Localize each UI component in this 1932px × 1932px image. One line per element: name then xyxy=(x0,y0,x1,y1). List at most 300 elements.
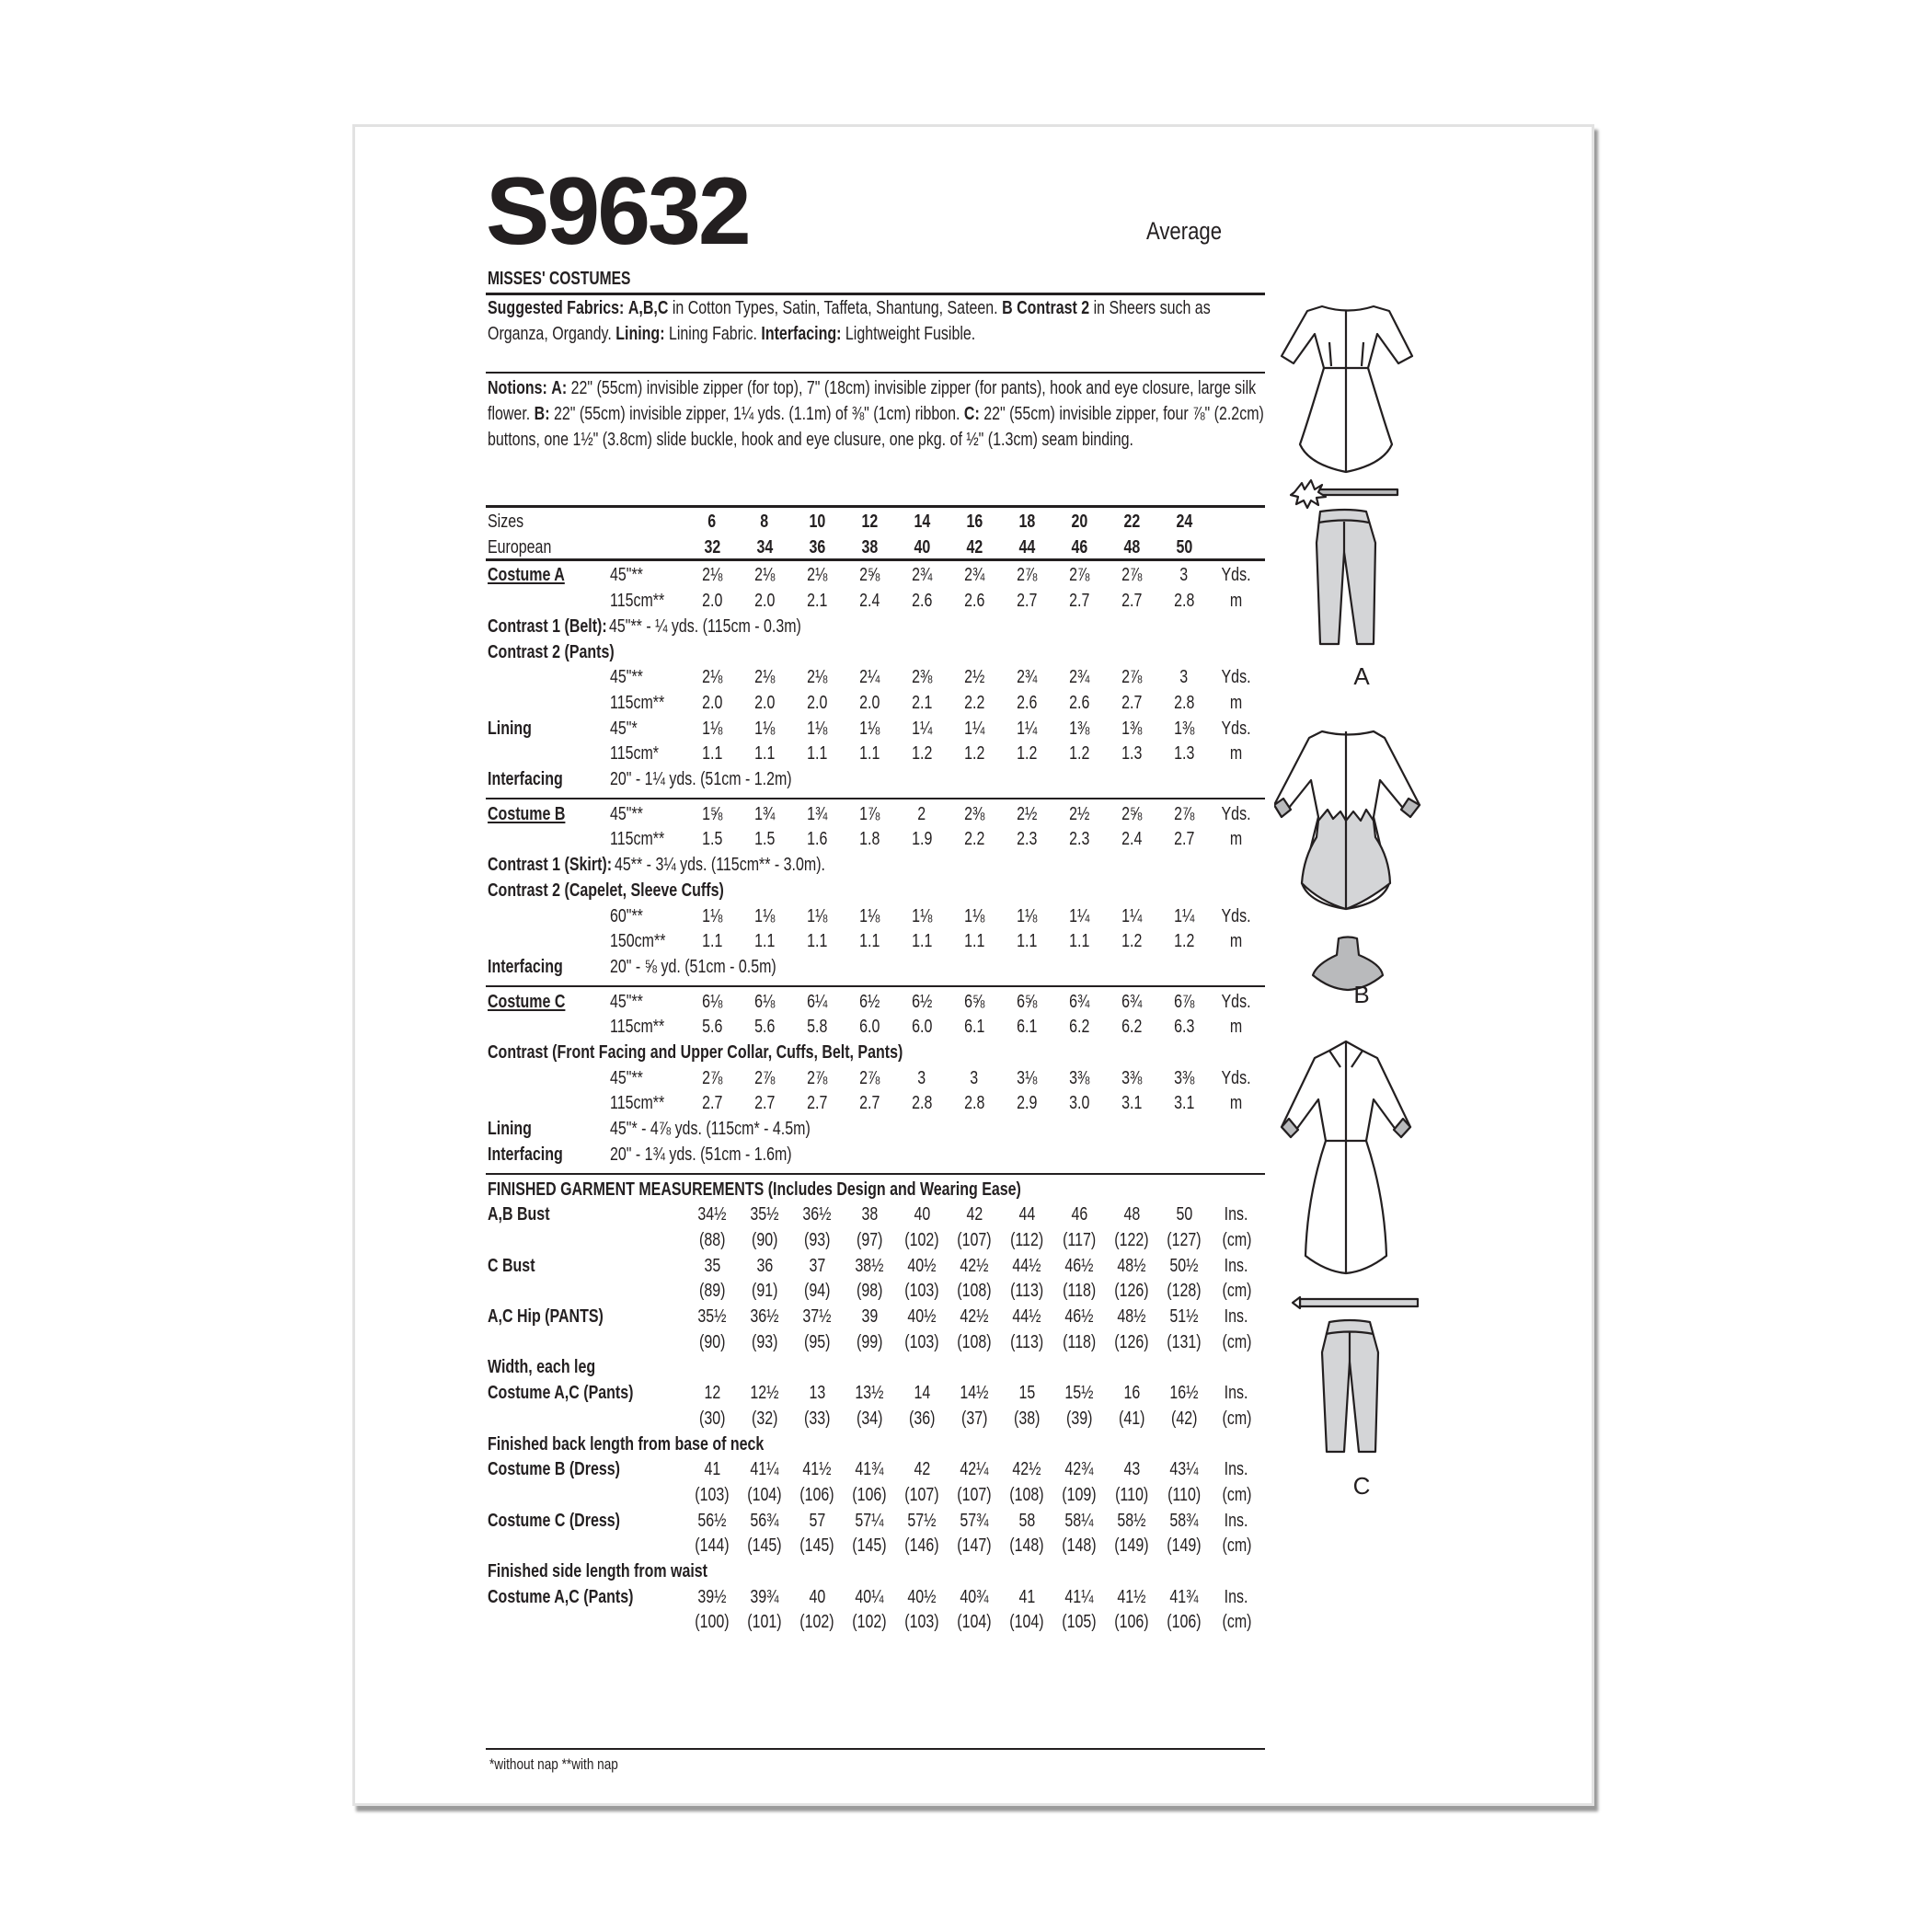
cell-value: 2⅞ xyxy=(1121,666,1143,687)
cell xyxy=(789,718,845,740)
cell xyxy=(1156,905,1212,927)
cell xyxy=(842,991,897,1013)
cell xyxy=(1052,1458,1107,1480)
cell-value: (126) xyxy=(1114,1280,1149,1301)
cell-value: 56½ xyxy=(697,1510,727,1531)
cell xyxy=(894,1484,949,1506)
cell xyxy=(947,1535,1002,1557)
cell xyxy=(842,905,897,927)
cell-value: 32 xyxy=(704,536,720,558)
cell xyxy=(999,930,1054,952)
unit xyxy=(1209,991,1264,1013)
row-inline-text: 20" - 1¾ yds. (51cm - 1.6m) xyxy=(610,1144,792,1165)
cell xyxy=(947,511,1002,533)
cell-value: 1⅛ xyxy=(1016,905,1038,926)
cell xyxy=(894,1016,949,1038)
cell xyxy=(789,1067,845,1089)
cell xyxy=(894,1586,949,1608)
cell-value: (94) xyxy=(803,1280,831,1301)
cell xyxy=(789,742,845,765)
cell-value: 1¾ xyxy=(806,803,828,824)
subheading xyxy=(486,1356,1268,1382)
cell-value: 2⅛ xyxy=(701,564,723,585)
fabric-width: 115cm** xyxy=(610,1092,665,1113)
cell xyxy=(737,1611,792,1633)
cell-value: 40¾ xyxy=(960,1586,989,1607)
cell-value: 6¾ xyxy=(1121,991,1143,1012)
unit xyxy=(1209,1203,1264,1225)
subheading xyxy=(486,1560,1268,1586)
cell-value: 1.1 xyxy=(1016,930,1038,951)
cell-value: (126) xyxy=(1114,1331,1149,1352)
cell xyxy=(737,718,792,740)
cell-value: 43 xyxy=(1123,1458,1140,1479)
cell xyxy=(1156,991,1212,1013)
table-row xyxy=(486,1067,1268,1093)
category-heading: MISSES' COSTUMES xyxy=(488,269,631,289)
unit-value: Yds. xyxy=(1221,803,1252,824)
cell-value: 2.7 xyxy=(1121,590,1143,611)
cell-value: 37½ xyxy=(802,1305,832,1327)
divider xyxy=(486,798,1265,799)
cell xyxy=(1104,1510,1159,1532)
cell-value: 6⅛ xyxy=(701,991,723,1012)
cell-value: (103) xyxy=(695,1484,730,1505)
cell-value: 18 xyxy=(1018,511,1035,532)
cell xyxy=(947,1305,1002,1328)
cell-value: 1⅜ xyxy=(1173,718,1195,739)
interfacing-row xyxy=(486,956,1268,982)
cell-value: 58¾ xyxy=(1169,1510,1199,1531)
cell-value: (148) xyxy=(1062,1535,1097,1556)
cell xyxy=(842,1611,897,1633)
cell-value: 1⅛ xyxy=(701,905,723,926)
cell xyxy=(789,536,845,558)
cell xyxy=(999,1067,1054,1089)
cell xyxy=(1052,718,1107,740)
cell xyxy=(842,1203,897,1225)
costume-c-pants-icon xyxy=(1322,1320,1378,1452)
cell xyxy=(737,564,792,586)
cell xyxy=(684,1408,740,1430)
row-label: Finished side length from waist xyxy=(488,1560,707,1581)
cell-value: (90) xyxy=(698,1331,726,1352)
cell-value: 2⅞ xyxy=(753,1067,776,1088)
cell xyxy=(894,1255,949,1277)
cell-value: 2⅝ xyxy=(1121,803,1143,824)
unit-value: Yds. xyxy=(1221,564,1252,585)
cell xyxy=(999,1280,1054,1302)
cell-value: 56¾ xyxy=(750,1510,779,1531)
cell xyxy=(1052,1510,1107,1532)
cell xyxy=(1156,1305,1212,1328)
cell xyxy=(1104,1611,1159,1633)
cell-value: (98) xyxy=(856,1280,883,1301)
cell xyxy=(789,666,845,688)
cell-value: 16 xyxy=(1123,1382,1140,1403)
cell xyxy=(894,1535,949,1557)
fabric-width: 45"* xyxy=(610,718,638,739)
cell-value: 3 xyxy=(1179,666,1189,687)
cell-value: (93) xyxy=(751,1331,778,1352)
cell xyxy=(894,1229,949,1251)
cell xyxy=(842,1331,897,1353)
pattern-number: S9632 xyxy=(486,158,749,265)
cell xyxy=(894,1092,949,1114)
cell xyxy=(737,1331,792,1353)
cell xyxy=(737,511,792,533)
cell xyxy=(1104,536,1159,558)
unit xyxy=(1209,1067,1264,1089)
cell-value: 42½ xyxy=(1012,1458,1041,1479)
lining-row xyxy=(486,718,1268,743)
fabric-width: 115cm** xyxy=(610,1016,665,1037)
cell-value: 1⅛ xyxy=(806,718,828,739)
cell-value: 50½ xyxy=(1169,1255,1199,1276)
cell-value: 1.8 xyxy=(858,828,880,849)
cell-value: 41¼ xyxy=(1064,1586,1094,1607)
cell xyxy=(789,1586,845,1608)
cell-value: 1¼ xyxy=(1121,905,1143,926)
cell-value: 1⅜ xyxy=(1121,718,1143,739)
cell xyxy=(842,536,897,558)
cell-value: 1.1 xyxy=(911,930,933,951)
cell xyxy=(894,1458,949,1480)
cell xyxy=(842,1067,897,1089)
notions xyxy=(488,375,1266,453)
cell xyxy=(1104,1535,1159,1557)
cell xyxy=(1104,590,1159,612)
cell xyxy=(684,1458,740,1480)
cell xyxy=(737,905,792,927)
cell xyxy=(1104,1586,1159,1608)
unit-value: Ins. xyxy=(1225,1510,1248,1531)
cell xyxy=(684,991,740,1013)
cell-value: 2½ xyxy=(1016,803,1038,824)
cell xyxy=(1156,1484,1212,1506)
cell xyxy=(1104,564,1159,586)
cell-value: (100) xyxy=(695,1611,730,1632)
unit-value: Yds. xyxy=(1221,991,1252,1012)
fabrics-b-contrast-label: B Contrast 2 xyxy=(1002,297,1090,318)
unit-value: m xyxy=(1230,1092,1243,1113)
cell-value: (93) xyxy=(803,1229,831,1250)
cell-value: 1⅛ xyxy=(858,718,880,739)
cell-value: 1¼ xyxy=(1173,905,1195,926)
cell xyxy=(1052,1280,1107,1302)
cell-value: 3⅜ xyxy=(1173,1067,1195,1088)
cell xyxy=(1156,590,1212,612)
unit-value: Ins. xyxy=(1225,1255,1248,1276)
cell xyxy=(684,1229,740,1251)
cell xyxy=(1052,1535,1107,1557)
measurement-row-cm xyxy=(486,1535,1268,1560)
cell xyxy=(1156,536,1212,558)
fabric-width: 45"** xyxy=(610,1067,643,1088)
cell xyxy=(1156,803,1212,825)
cell xyxy=(684,1092,740,1114)
cell-value: 38 xyxy=(861,536,878,558)
cell xyxy=(1052,1305,1107,1328)
cell xyxy=(684,1305,740,1328)
cell xyxy=(999,1305,1054,1328)
unit xyxy=(1209,1280,1264,1302)
cell-value: 1.3 xyxy=(1121,742,1143,764)
unit-value: Ins. xyxy=(1225,1382,1248,1403)
interfacing-row xyxy=(486,768,1268,794)
cell-value: 3⅜ xyxy=(1068,1067,1090,1088)
cell-value: (101) xyxy=(747,1611,782,1632)
cell xyxy=(789,1408,845,1430)
cell xyxy=(1104,828,1159,850)
measurement-row xyxy=(486,1586,1268,1612)
cell xyxy=(999,1229,1054,1251)
cell xyxy=(842,1586,897,1608)
measurement-row-cm xyxy=(486,1280,1268,1305)
cell xyxy=(894,1203,949,1225)
cell xyxy=(684,1586,740,1608)
cell xyxy=(947,1229,1002,1251)
cell-value: (104) xyxy=(747,1484,782,1505)
cell-value: 46½ xyxy=(1064,1255,1094,1276)
cell xyxy=(1156,1458,1212,1480)
cell xyxy=(789,1510,845,1532)
cell xyxy=(1052,1611,1107,1633)
table-row xyxy=(486,692,1268,718)
contrast-heading xyxy=(486,641,1268,667)
row-label: Width, each leg xyxy=(488,1356,596,1377)
fabrics-b-contrast-text: in Sheers such as Organza, Organdy. xyxy=(488,297,1211,344)
notions-label: Notions: xyxy=(488,377,547,398)
cell-value: 51½ xyxy=(1169,1305,1199,1327)
cell xyxy=(1104,1408,1159,1430)
cell xyxy=(894,1305,949,1328)
cell-value: 40 xyxy=(809,1586,825,1607)
unit xyxy=(1209,1535,1264,1557)
cell-value: 2.9 xyxy=(1016,1092,1038,1113)
cell-value: 58½ xyxy=(1117,1510,1146,1531)
cell xyxy=(1156,1586,1212,1608)
cell-value: (103) xyxy=(904,1611,939,1632)
unit-value: Ins. xyxy=(1225,1458,1248,1479)
cell-value: 1⅝ xyxy=(701,803,723,824)
cell-value: (127) xyxy=(1167,1229,1202,1250)
cell-value: 2.8 xyxy=(1173,590,1195,611)
row-label: FINISHED GARMENT MEASUREMENTS (Includes Design and Wearing Ease) xyxy=(488,1179,1021,1200)
contrast-heading xyxy=(486,880,1268,905)
fabrics-interfacing-label: Interfacing: xyxy=(761,323,842,344)
cell-value: 2⅞ xyxy=(1173,803,1195,824)
cell xyxy=(999,1382,1054,1404)
cell-value: (113) xyxy=(1009,1280,1044,1301)
cell-value: 41 xyxy=(704,1458,720,1479)
cell xyxy=(947,1092,1002,1114)
cell-value: 1.1 xyxy=(806,742,828,764)
cell-value: 2¾ xyxy=(963,564,985,585)
cell xyxy=(1156,1280,1212,1302)
measurement-row-cm xyxy=(486,1611,1268,1637)
cell xyxy=(842,666,897,688)
cell-value: (131) xyxy=(1167,1331,1202,1352)
costume-c-row xyxy=(486,991,1268,1017)
cell-value: 57¼ xyxy=(855,1510,884,1531)
unit-value: (cm) xyxy=(1222,1611,1251,1632)
cell xyxy=(842,1382,897,1404)
cell-value: 46 xyxy=(1071,536,1087,558)
cell-value: 3.1 xyxy=(1173,1092,1195,1113)
measurement-row xyxy=(486,1305,1268,1331)
cell xyxy=(1156,1382,1212,1404)
cell-value: 3 xyxy=(970,1067,979,1088)
costume-a-row xyxy=(486,564,1268,590)
row-label: Lining xyxy=(488,718,532,739)
cell-value: 40 xyxy=(914,1203,930,1225)
cell xyxy=(789,1535,845,1557)
cell xyxy=(842,1280,897,1302)
cell xyxy=(1156,1331,1212,1353)
cell-value: 15½ xyxy=(1064,1382,1094,1403)
cell-value: 2.8 xyxy=(963,1092,985,1113)
cell xyxy=(1104,1458,1159,1480)
cell-value: (33) xyxy=(803,1408,831,1429)
cell-value: 42 xyxy=(966,536,983,558)
cell xyxy=(684,1203,740,1225)
cell-value: 12 xyxy=(704,1382,720,1403)
cell-value: 1.1 xyxy=(806,930,828,951)
cell-value: 1¼ xyxy=(1068,905,1090,926)
fabric-width: 45"** xyxy=(610,666,643,687)
unit xyxy=(1209,1382,1264,1404)
cell xyxy=(947,1067,1002,1089)
cell-value: 46 xyxy=(1071,1203,1087,1225)
cell-value: 1¼ xyxy=(1016,718,1038,739)
row-label: Interfacing xyxy=(488,768,563,789)
fit-label: Average xyxy=(1146,217,1223,245)
cell xyxy=(789,1255,845,1277)
cell xyxy=(684,692,740,714)
cell xyxy=(789,564,845,586)
cell-value: 6.3 xyxy=(1173,1016,1195,1037)
cell-value: 6¼ xyxy=(806,991,828,1012)
cell-value: (102) xyxy=(904,1229,939,1250)
cell xyxy=(789,692,845,714)
sizes-row xyxy=(486,511,1268,536)
cell xyxy=(894,590,949,612)
cell xyxy=(1156,564,1212,586)
cell-value: (102) xyxy=(799,1611,834,1632)
costume-illustrations xyxy=(1274,294,1467,1509)
cell-value: 1.2 xyxy=(1068,742,1090,764)
cell xyxy=(842,1305,897,1328)
cell xyxy=(789,1305,845,1328)
cell-value: 2.8 xyxy=(911,1092,933,1113)
cell-value: 1.1 xyxy=(963,930,985,951)
subheading xyxy=(486,1433,1268,1459)
cell xyxy=(999,1510,1054,1532)
row-inline-text: 45"* - 4⅞ yds. (115cm* - 4.5m) xyxy=(610,1118,811,1139)
notions-a-label: A: xyxy=(551,377,568,398)
unit-value: Ins. xyxy=(1225,1203,1248,1225)
cell xyxy=(999,1408,1054,1430)
cell-value: 3⅛ xyxy=(1016,1067,1038,1088)
fabric-width: 115cm** xyxy=(610,692,665,713)
cell-value: 2⅜ xyxy=(963,803,985,824)
cell xyxy=(947,828,1002,850)
unit-value: m xyxy=(1230,930,1243,951)
unit xyxy=(1209,905,1264,927)
cell xyxy=(789,1611,845,1633)
cell-value: 13½ xyxy=(855,1382,884,1403)
cell-value: 2.7 xyxy=(1068,590,1090,611)
cell-value: 14 xyxy=(914,511,930,532)
cell-value: 2.6 xyxy=(1068,692,1090,713)
cell xyxy=(1156,692,1212,714)
cell-value: (34) xyxy=(856,1408,883,1429)
cell-value: 58¼ xyxy=(1064,1510,1094,1531)
notions-c-label: C: xyxy=(963,403,980,424)
cell-value: (148) xyxy=(1009,1535,1044,1556)
cell xyxy=(947,1255,1002,1277)
cell xyxy=(1156,666,1212,688)
fabrics-interfacing-text: Lightweight Fusible. xyxy=(841,323,976,344)
notions-b-label: B: xyxy=(534,403,550,424)
cell xyxy=(1156,1067,1212,1089)
unit-value: m xyxy=(1230,692,1243,713)
cell-value: 41½ xyxy=(802,1458,832,1479)
contrast-row xyxy=(486,615,1268,641)
cell-value: (108) xyxy=(1009,1484,1044,1505)
footnote: *without nap **with nap xyxy=(489,1755,618,1773)
cell xyxy=(1104,1092,1159,1114)
cell-value: 6.2 xyxy=(1068,1016,1090,1037)
cell-value: 36 xyxy=(809,536,825,558)
fabrics-lining-label: Lining: xyxy=(615,323,665,344)
cell xyxy=(1156,1535,1212,1557)
cell-value: 48½ xyxy=(1117,1305,1146,1327)
cell xyxy=(894,718,949,740)
contrast-heading xyxy=(486,1041,1268,1067)
cell-value: (102) xyxy=(852,1611,887,1632)
cell xyxy=(1156,1229,1212,1251)
cell-value: 2⅜ xyxy=(911,666,933,687)
cell xyxy=(1104,1331,1159,1353)
cell xyxy=(947,666,1002,688)
cell-value: 6¾ xyxy=(1068,991,1090,1012)
cell xyxy=(789,511,845,533)
unit xyxy=(1209,1255,1264,1277)
cell xyxy=(1052,564,1107,586)
cell xyxy=(1156,1092,1212,1114)
cell-value: (128) xyxy=(1167,1280,1202,1301)
cell xyxy=(737,1458,792,1480)
cell xyxy=(737,536,792,558)
unit xyxy=(1209,692,1264,714)
cell-value: 2¾ xyxy=(1068,666,1090,687)
cell-value: 6.2 xyxy=(1121,1016,1143,1037)
cell xyxy=(684,1067,740,1089)
cell-value: 2⅛ xyxy=(806,666,828,687)
costume-a-label: A xyxy=(1353,662,1370,690)
cell-value: 2⅞ xyxy=(858,1067,880,1088)
cell-value: 2.3 xyxy=(1016,828,1038,849)
cell-value: 2.7 xyxy=(1121,692,1143,713)
lining-row xyxy=(486,1118,1268,1144)
cell-value: (147) xyxy=(957,1535,992,1556)
unit-value: (cm) xyxy=(1222,1484,1251,1505)
cell-value: (118) xyxy=(1062,1280,1097,1301)
cell xyxy=(947,1408,1002,1430)
row-label: Sizes xyxy=(488,511,524,532)
